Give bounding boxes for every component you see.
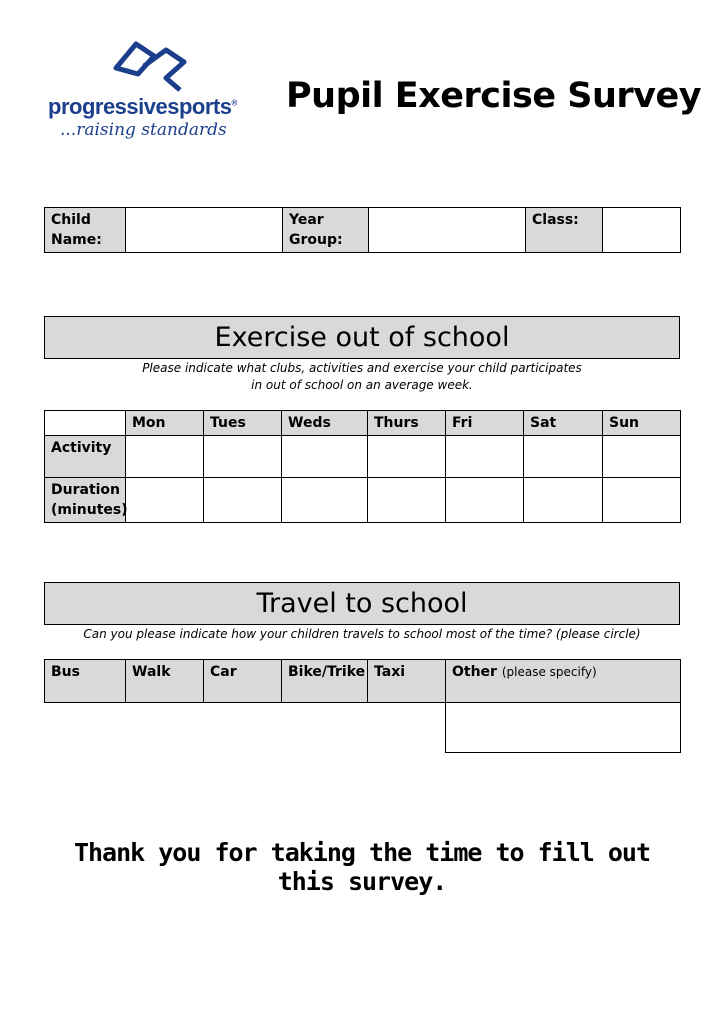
- corner-cell: [45, 411, 126, 436]
- travel-instructions: Can you please indicate how your children travels to school most of the time? (please circle): [83, 627, 641, 641]
- thank-you-message: Thank you for taking the time to fill out this survey.: [73, 838, 651, 896]
- exercise-note-line: Please indicate what clubs, activities and exercise your child participates: [142, 361, 582, 375]
- duration-cell[interactable]: [603, 478, 681, 523]
- day-header: Sun: [603, 411, 681, 436]
- class-label: Class:: [526, 208, 603, 253]
- activity-cell[interactable]: [126, 436, 204, 478]
- activity-cell[interactable]: [446, 436, 524, 478]
- travel-option-bike-trike[interactable]: Bike/Trike: [282, 660, 368, 703]
- activity-cell[interactable]: [282, 436, 368, 478]
- travel-option-other[interactable]: [446, 660, 681, 703]
- travel-option-bus[interactable]: Bus: [45, 660, 126, 703]
- travel-options-table: [44, 659, 681, 753]
- exercise-section-heading: Exercise out of school: [44, 316, 680, 359]
- other-label: Other: [452, 664, 497, 680]
- day-header: Mon: [126, 411, 204, 436]
- activity-cell[interactable]: [368, 436, 446, 478]
- day-header: Tues: [204, 411, 282, 436]
- empty-space: [45, 703, 446, 753]
- day-header: Sat: [524, 411, 603, 436]
- exercise-instructions: [44, 360, 680, 394]
- activity-cell[interactable]: [204, 436, 282, 478]
- pupil-info-table: [44, 207, 681, 253]
- other-note: (please specify): [501, 665, 597, 679]
- logo-tagline: ...raising standards: [60, 120, 227, 140]
- day-header: Weds: [282, 411, 368, 436]
- weekly-exercise-table: [44, 410, 681, 523]
- child-name-field[interactable]: [126, 208, 283, 253]
- logo-wordmark: progressivesports®: [48, 94, 237, 119]
- child-name-label: Child Name:: [45, 208, 126, 253]
- activity-row-label: Activity: [45, 436, 126, 478]
- duration-cell[interactable]: [446, 478, 524, 523]
- duration-cell[interactable]: [204, 478, 282, 523]
- year-group-field[interactable]: [369, 208, 526, 253]
- progressive-sports-logo: [44, 40, 259, 150]
- duration-cell[interactable]: [368, 478, 446, 523]
- class-field[interactable]: [603, 208, 681, 253]
- duration-cell[interactable]: [524, 478, 603, 523]
- travel-option-car[interactable]: Car: [204, 660, 282, 703]
- travel-section-heading: Travel to school: [44, 582, 680, 625]
- day-header: Thurs: [368, 411, 446, 436]
- travel-option-taxi[interactable]: Taxi: [368, 660, 446, 703]
- page-title: Pupil Exercise Survey: [286, 76, 702, 116]
- duration-cell[interactable]: [126, 478, 204, 523]
- exercise-note-line: in out of school on an average week.: [251, 378, 473, 392]
- duration-cell[interactable]: [282, 478, 368, 523]
- activity-cell[interactable]: [603, 436, 681, 478]
- year-group-label: Year Group:: [283, 208, 369, 253]
- travel-option-walk[interactable]: Walk: [126, 660, 204, 703]
- duration-row-label: Duration (minutes): [45, 478, 126, 523]
- day-header: Fri: [446, 411, 524, 436]
- activity-cell[interactable]: [524, 436, 603, 478]
- ps-monogram-icon: [108, 40, 190, 96]
- other-specify-field[interactable]: [446, 703, 681, 753]
